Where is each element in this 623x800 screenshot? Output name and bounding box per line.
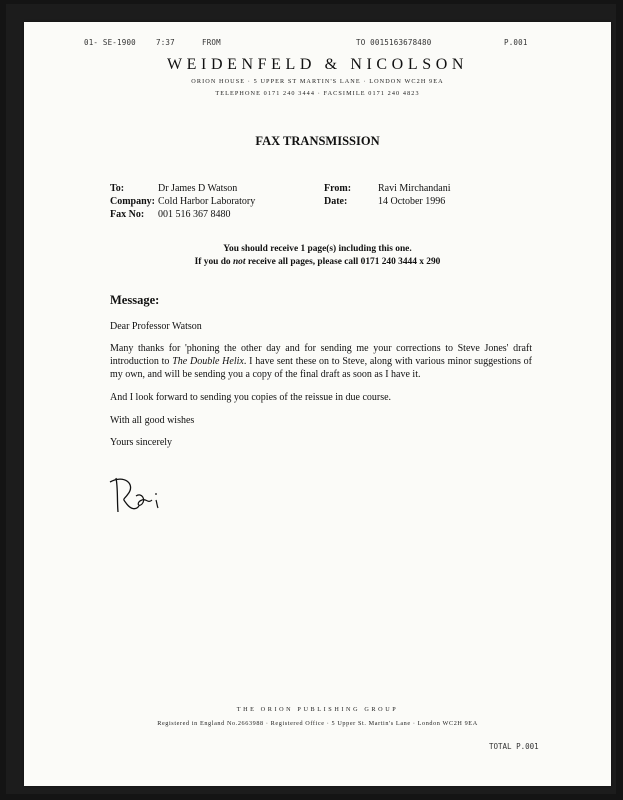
closing-wishes: With all good wishes [110,415,195,426]
signature [106,470,172,518]
call-notice-post: receive all pages, please call 0171 240 3444 x 290 [245,257,441,267]
date-value: 14 October 1996 [378,196,446,207]
fax-to-number: TO 0015163678480 [356,38,432,47]
from-value: Ravi Mirchandani [378,183,451,194]
fax-date: 01- SE-1900 [84,38,136,47]
fax-title: FAX TRANSMISSION [255,134,380,148]
faxno-label: Fax No: [110,209,145,220]
faxno-value: 001 516 367 8480 [158,209,231,220]
company-value: Cold Harbor Laboratory [158,196,256,207]
to-label: To: [110,183,125,194]
registration-line: Registered in England No.2663988 · Registered Office · 5 Upper St. Martin's Lane · London WC2H 9EA [157,720,478,727]
group-name: THE ORION PUBLISHING GROUP [236,706,399,713]
fax-from-label: FROM [202,38,221,47]
message-label: Message: [110,293,160,307]
fax-page-number: P.001 [504,38,528,47]
firm-phone-fax: TELEPHONE 0171 240 3444 · FACSIMILE 0171 240 4823 [215,90,420,97]
book-title: The Double Helix [172,356,244,367]
document-frame [6,4,616,794]
firm-name: WEIDENFELD & NICOLSON [166,56,469,73]
call-notice-pre: If you do [194,257,233,267]
para1-text-post: . I have sent these on to Steve, along with various minor suggestions of my own, and will be sending you a copy of the final draft as soon as I have it. [110,356,532,380]
closing-sincerely: Yours sincerely [110,437,173,448]
call-notice [24,257,611,267]
call-notice-emphasis: not [232,257,246,267]
firm-address: ORION HOUSE · 5 UPPER ST MARTIN'S LANE · LONDON WC2H 9EA [191,78,444,85]
para1-text-pre: Many thanks for 'phoning the other day and for sending me your corrections to Steve Jones' draft introduction to [110,343,532,367]
fax-time: 7:37 [156,38,175,47]
from-label: From: [324,183,352,194]
message-paragraph-1 [110,342,532,381]
to-value: Dr James D Watson [158,183,238,194]
fax-page [24,22,611,786]
total-pages: TOTAL P.001 [489,742,539,751]
pages-notice: You should receive 1 page(s) including this one. [223,244,412,254]
company-label: Company: [110,196,156,207]
message-paragraph-2: And I look forward to sending you copies of the reissue in due course. [110,392,392,403]
salutation: Dear Professor Watson [110,321,202,332]
date-label: Date: [324,196,348,207]
